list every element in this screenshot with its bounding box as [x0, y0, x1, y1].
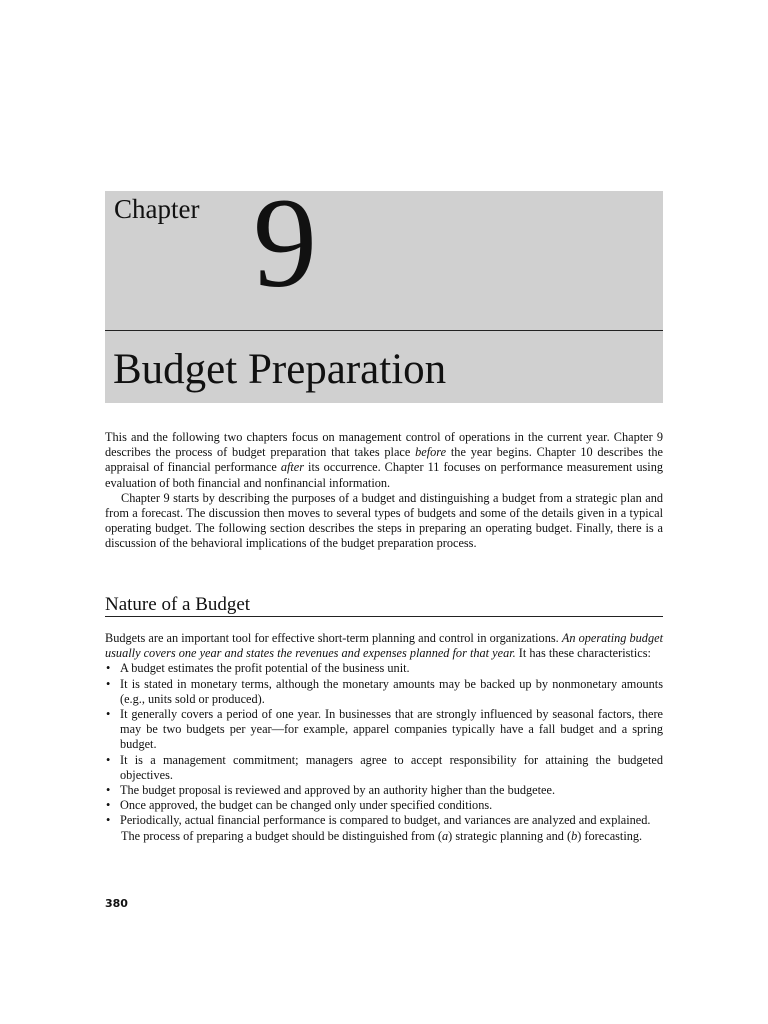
- closing-part-c: ) forecasting.: [577, 828, 643, 843]
- closing-letter-b: b: [571, 828, 578, 843]
- closing-part-b: ) strategic planning and (: [448, 828, 572, 843]
- list-item: • It is a management commitment; managers agree to accept responsibility for attaining the budgeted objectives.: [105, 753, 663, 783]
- list-item: • It is stated in monetary terms, although the monetary amounts may be backed up by nonmonetary amounts (e.g., units sold or produced).: [105, 677, 663, 707]
- intro-text: [105, 430, 663, 552]
- list-item: • The budget proposal is reviewed and approved by an authority higher than the budgetee.: [105, 783, 663, 798]
- intro-p1-before: before: [415, 445, 447, 460]
- page-number: 380: [105, 897, 128, 910]
- intro-p1-part-c: its occurrence. Chapter 11 focuses on performance measurement using evaluation of both financial and nonfinancial information.: [105, 460, 663, 490]
- intro-paragraph-2: Chapter 9 starts by describing the purposes of a budget and distinguishing a budget from a strategic plan and from a forecast. The discussion then moves to several types of budgets and some of the details given in a typical operating budget. The following section describes the steps in preparing an operating budget. Finally, there is a discussion of the behavioral implications of the budget preparation process.: [105, 490, 663, 551]
- closing-paragraph: [105, 829, 663, 844]
- list-item: • Once approved, the budget can be changed only under specified conditions.: [105, 798, 663, 813]
- list-item: • It generally covers a period of one year. In businesses that are strongly influenced by seasonal factors, there may be two budgets per year—for example, apparel companies typically have a fall budget and a spring budget.: [105, 707, 663, 753]
- section-heading: Nature of a Budget: [105, 594, 663, 617]
- chapter-title: Budget Preparation: [113, 346, 447, 393]
- chapter-label: Chapter: [114, 194, 200, 224]
- section-lead-end: It has these characteristics:: [515, 646, 651, 661]
- chapter-banner: [105, 172, 663, 403]
- list-item: • Periodically, actual financial performance is compared to budget, and variances are analyzed and explained.: [105, 813, 663, 828]
- chapter-divider: [105, 330, 663, 331]
- intro-paragraph-1: [105, 430, 663, 491]
- closing-letter-a: a: [442, 828, 449, 843]
- list-item: • A budget estimates the profit potential of the business unit.: [105, 661, 663, 676]
- chapter-number: 9: [253, 172, 317, 314]
- section-lead: [105, 631, 663, 661]
- section-lead-text: Budgets are an important tool for effective short-term planning and control in organizations.: [105, 631, 562, 645]
- intro-p1-part-a: This and the following two chapters focus on management control of operations in the current year. Chapter 9 describes the process of budget preparation that takes place: [105, 430, 663, 460]
- characteristics-list: [105, 661, 663, 828]
- intro-p1-after: after: [280, 460, 305, 475]
- intro-p1-part-b: the year begins. Chapter 10 describes the appraisal of financial performance: [105, 445, 663, 475]
- closing-part-a: The process of preparing a budget should be distinguished from (: [121, 828, 443, 843]
- section-body: [105, 631, 663, 844]
- section-lead-italic: An operating budget usually covers one year and states the revenues and expenses planned for that year.: [105, 631, 663, 661]
